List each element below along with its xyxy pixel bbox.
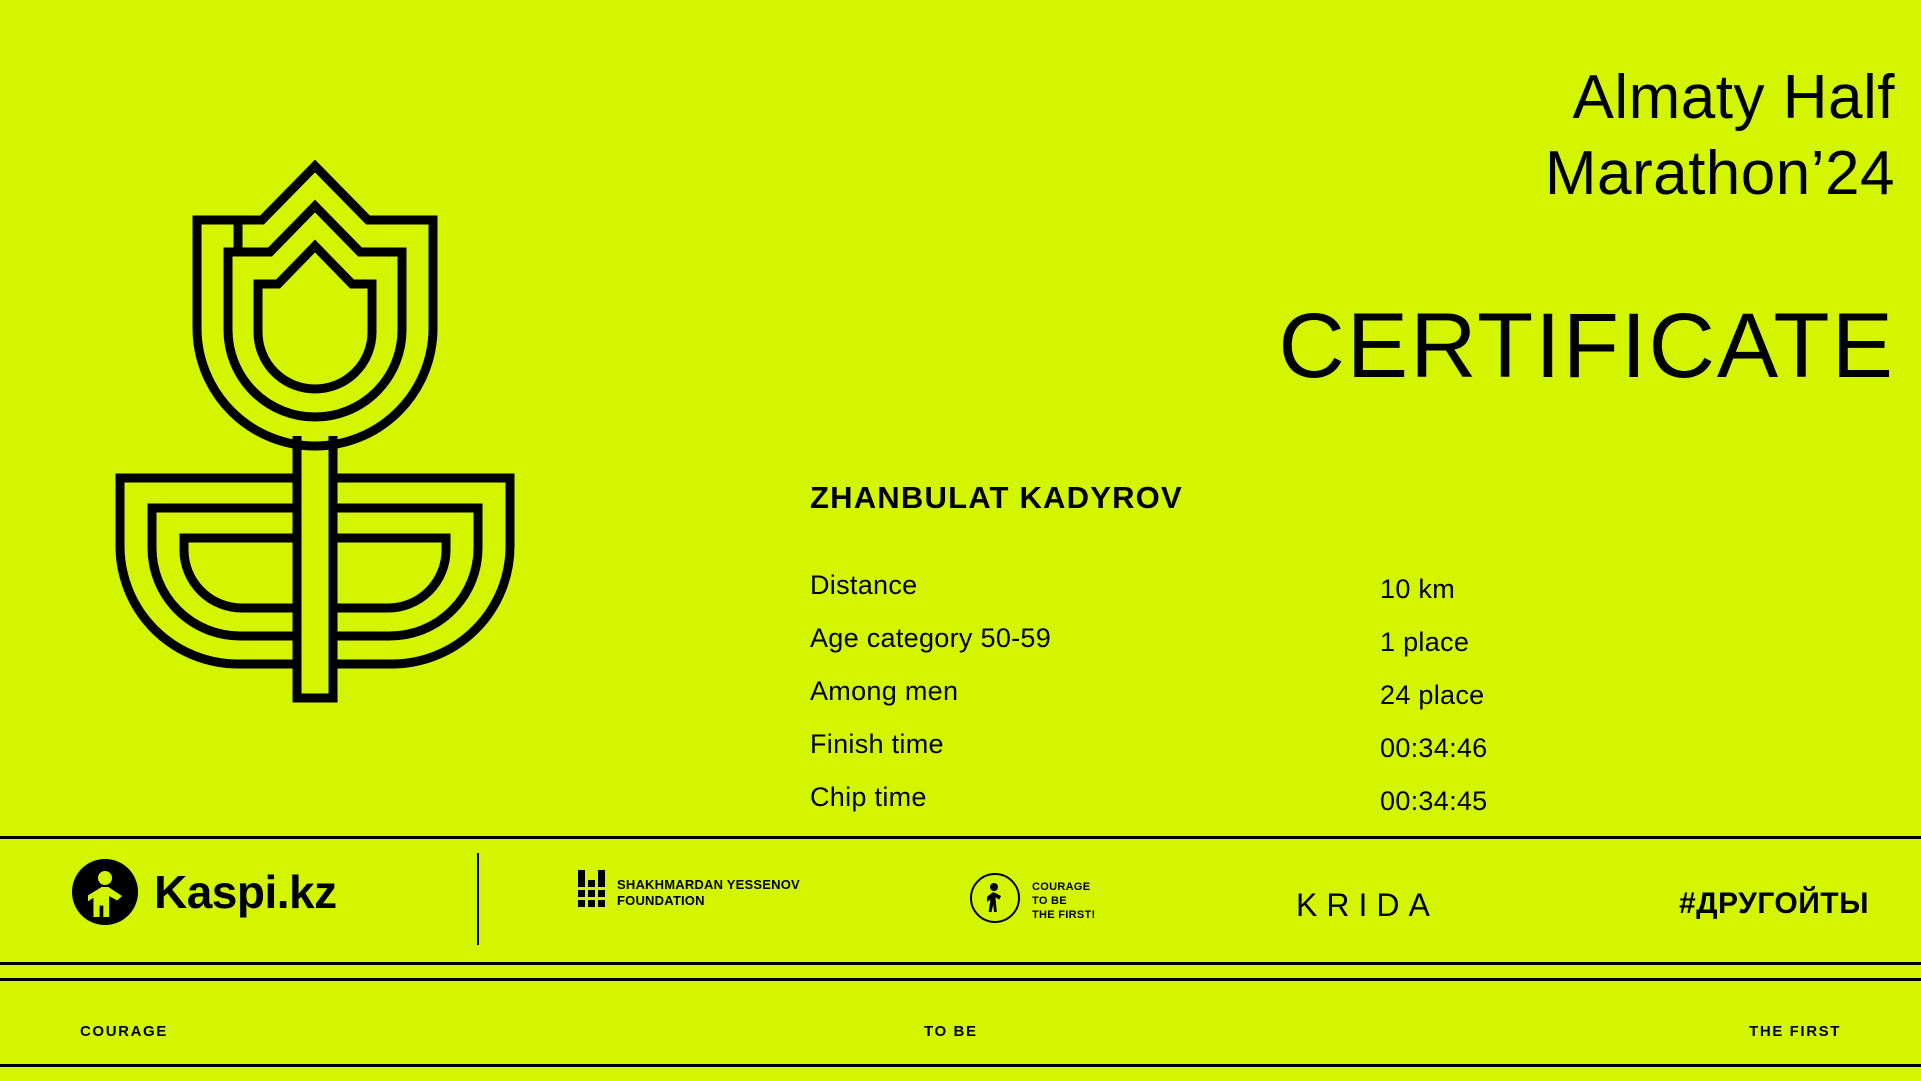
drugoity-hashtag: #ДРУГОЙТЫ <box>1678 887 1869 920</box>
result-label: Chip time <box>810 782 927 812</box>
sponsor-divider <box>477 853 479 945</box>
corporate-line-3: THE FIRST! <box>1032 909 1096 922</box>
sponsor-bar <box>0 839 1921 962</box>
corporate-line-2: TO BE <box>1032 894 1067 907</box>
kaspi-wordmark: Kaspi.kz <box>154 866 337 918</box>
table-row <box>810 729 1860 782</box>
kaspi-logo <box>72 859 337 925</box>
corporate-fund-wordmark <box>1032 880 1096 923</box>
divider-line-middle <box>0 962 1921 965</box>
event-title-line-2: Marathon’24 <box>1544 138 1895 208</box>
result-label: Age category 50-59 <box>810 623 1052 653</box>
tulip-logo <box>60 160 570 720</box>
footer-middle-text: TO BE <box>924 1023 978 1040</box>
corporate-line-1: COURAGE <box>1032 880 1091 893</box>
result-label: Finish time <box>810 729 944 759</box>
kaspi-mark-icon <box>72 859 138 925</box>
result-label: Among men <box>810 676 959 706</box>
certificate-heading: CERTIFICATE <box>1278 295 1895 397</box>
krida-logo: KRIDA <box>1296 887 1439 923</box>
table-row <box>810 782 1860 835</box>
table-row <box>810 676 1860 729</box>
result-label: Distance <box>810 570 918 600</box>
footer-left-text: COURAGE <box>80 1023 168 1040</box>
result-value: 10 km <box>1380 574 1456 604</box>
result-value: 00:34:46 <box>1380 733 1488 763</box>
result-value: 1 place <box>1380 627 1470 657</box>
table-row <box>810 570 1860 623</box>
divider-line-bottom <box>0 1064 1921 1067</box>
yessenov-foundation-logo <box>578 877 800 910</box>
yessenov-mark-icon <box>578 880 605 907</box>
event-title <box>835 60 1895 211</box>
athlete-name: ZHANBULAT KADYROV <box>810 480 1183 515</box>
results-table <box>810 570 1860 835</box>
event-title-line-1: Almaty Half <box>1572 63 1895 132</box>
result-value: 00:34:45 <box>1380 786 1488 816</box>
corporate-fund-icon <box>968 869 1024 933</box>
footer-right-text: THE FIRST <box>1749 1023 1841 1040</box>
result-value: 24 place <box>1380 680 1485 710</box>
yessenov-wordmark <box>617 877 800 910</box>
table-row <box>810 623 1860 676</box>
footer-slogan <box>0 981 1921 1064</box>
yessenov-line-1: SHAKHMARDAN YESSENOV <box>617 877 800 892</box>
yessenov-line-2: FOUNDATION <box>617 893 705 909</box>
corporate-fund-logo <box>968 869 1096 933</box>
